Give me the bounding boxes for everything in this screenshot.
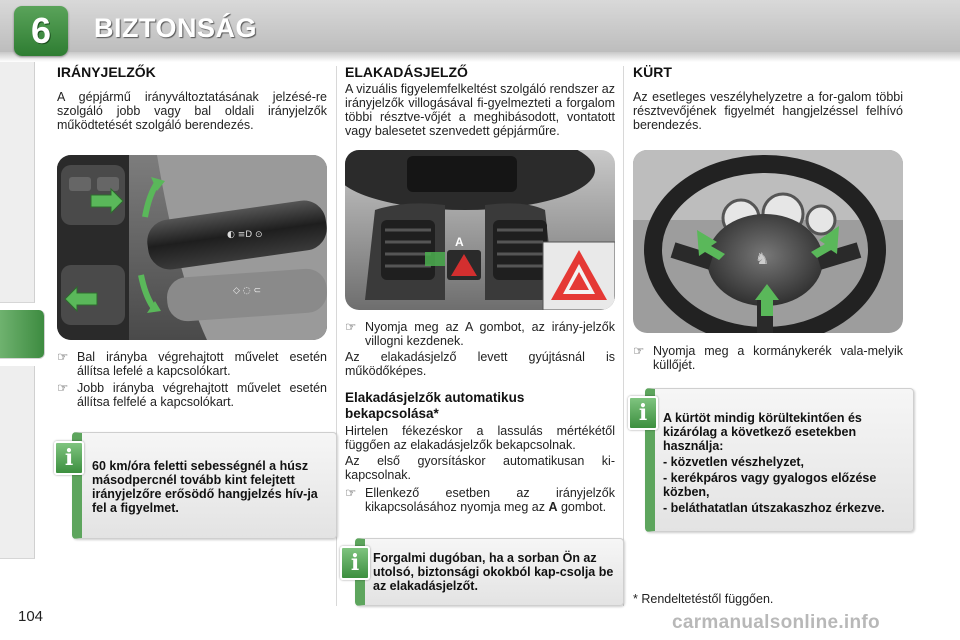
page-title: BIZTONSÁG [94, 13, 258, 43]
info-box-indicator-warning: 60 km/óra feletti sebességnél a húsz másodpercnél tovább kint felejtett irányjelzőre erősödő hangjelzés hív-ja fel a figyelmet. [72, 432, 337, 539]
chapter-tab[interactable] [0, 158, 35, 207]
hazard-dashboard-image [345, 150, 615, 310]
column-divider [623, 66, 624, 606]
hazard-ignition-note: Az elakadásjelző levett gyújtásnál is működőképes. [345, 350, 615, 378]
indicator-bullet-right: ☞ Jobb irányba végrehajtott művelet esetén állítsa felfelé a kapcsolókart. [57, 381, 327, 409]
chapter-tab[interactable] [0, 366, 35, 415]
info-icon: i [628, 396, 658, 430]
info-icon: i [340, 546, 370, 580]
section-heading-horn: KÜRT [633, 64, 672, 80]
steering-wheel-image [633, 150, 903, 333]
info-box-horn-usage: A kürtöt mindig körültekintően és kizárólag a következő esetekben használja: - közvetlen vészhelyzet, - kerékpáros vagy gyalogos előzése közben, - beláthatatlan útszakaszhoz érkezve. [645, 388, 914, 532]
hazard-auto-text-2: Az első gyorsításkor automatikusan ki-kapcsolnak. [345, 454, 615, 482]
section-heading-hazard: ELAKADÁSJELZŐ [345, 64, 468, 80]
chapter-tab[interactable] [0, 206, 35, 255]
svg-text:◐ ≡D ⊙: ◐ ≡D ⊙ [227, 230, 263, 240]
chapter-tab[interactable] [0, 110, 35, 159]
hazard-auto-text: Hirtelen fékezéskor a lassulás mértékétől függően az elakadásjelzők bekapcsolnak. [345, 424, 615, 452]
chapter-tab-strip [0, 62, 44, 592]
hazard-button-illustration [345, 150, 615, 310]
indicator-stalk-illustration [57, 155, 327, 340]
pointing-hand-icon: ☞ [57, 350, 69, 364]
chapter-tab[interactable] [0, 510, 35, 559]
horn-usage-item: - beláthatatlan útszakaszhoz érkezve. [663, 501, 885, 515]
horn-usage-item: - közvetlen vészhelyzet, [663, 455, 805, 469]
indicators-intro: A gépjármű irányváltoztatásának jelzésé-re szolgáló jobb vagy bal oldali irányjelzők működtetését szolgáló berendezés. [57, 90, 327, 132]
section-heading-indicators: IRÁNYJELZŐK [57, 64, 156, 80]
pointing-hand-icon: ☞ [345, 486, 357, 500]
pointing-hand-icon: ☞ [633, 344, 645, 358]
svg-text:◇ ◌ ⊂: ◇ ◌ ⊂ [233, 286, 262, 296]
chapter-tab[interactable] [0, 414, 35, 463]
hazard-key-label: A [548, 500, 558, 514]
chapter-number: 6 [30, 10, 52, 51]
horn-intro: Az esetleges veszélyhelyzetre a for-galom többi résztvevőjének figyelmét hangjelzéssel felhívó berendezés. [633, 90, 903, 132]
indicator-bullet-left: ☞ Bal irányba végrehajtott művelet esetén állítsa lefelé a kapcsolókart. [57, 350, 327, 378]
footnote: * Rendeltetéstől függően. [633, 592, 774, 606]
hazard-bullet-press: ☞ Nyomja meg az A gombot, az irány-jelzők villogni kezdenek. [345, 320, 615, 348]
svg-text:♞: ♞ [755, 249, 770, 268]
indicator-stalk-image [57, 155, 327, 340]
pointing-hand-icon: ☞ [345, 320, 357, 334]
horn-steering-wheel-illustration [633, 150, 903, 333]
chapter-tab-active[interactable] [0, 310, 45, 359]
chapter-tab[interactable] [0, 254, 35, 303]
hazard-auto-heading: Elakadásjelzők automatikus bekapcsolása* [345, 390, 525, 421]
page-number: 104 [18, 608, 44, 625]
hazard-button-label: A [455, 235, 464, 249]
hazard-bullet-off: ☞ Ellenkező esetben az irányjelzők kikapcsolásához nyomja meg az A gombot. [345, 486, 615, 514]
chapter-badge [14, 6, 68, 56]
hazard-intro: A vizuális figyelemfelkeltést szolgáló rendszer az irányjelzők villogásával fi-gyelmezteti a forgalom többi résztve-vőjét a meghibásodott, vontatott vagy balesetet szenvedett gépjárműre. [345, 82, 615, 138]
chapter-tab[interactable] [0, 62, 35, 111]
chapter-tab[interactable] [0, 462, 35, 511]
watermark: carmanualsonline.info [672, 612, 880, 633]
pointing-hand-icon: ☞ [57, 381, 69, 395]
horn-usage-item: - kerékpáros vagy gyalogos előzése közben, [663, 471, 877, 499]
info-box-traffic-jam: Forgalmi dugóban, ha a sorban Ön az utolsó, biztonsági okokból kap-csolja be az elakadásjelzőt. [355, 538, 624, 606]
info-icon: i [54, 441, 84, 475]
header-fade [0, 52, 960, 62]
horn-bullet-press: ☞ Nyomja meg a kormánykerék vala-melyik küllőjét. [633, 344, 903, 372]
